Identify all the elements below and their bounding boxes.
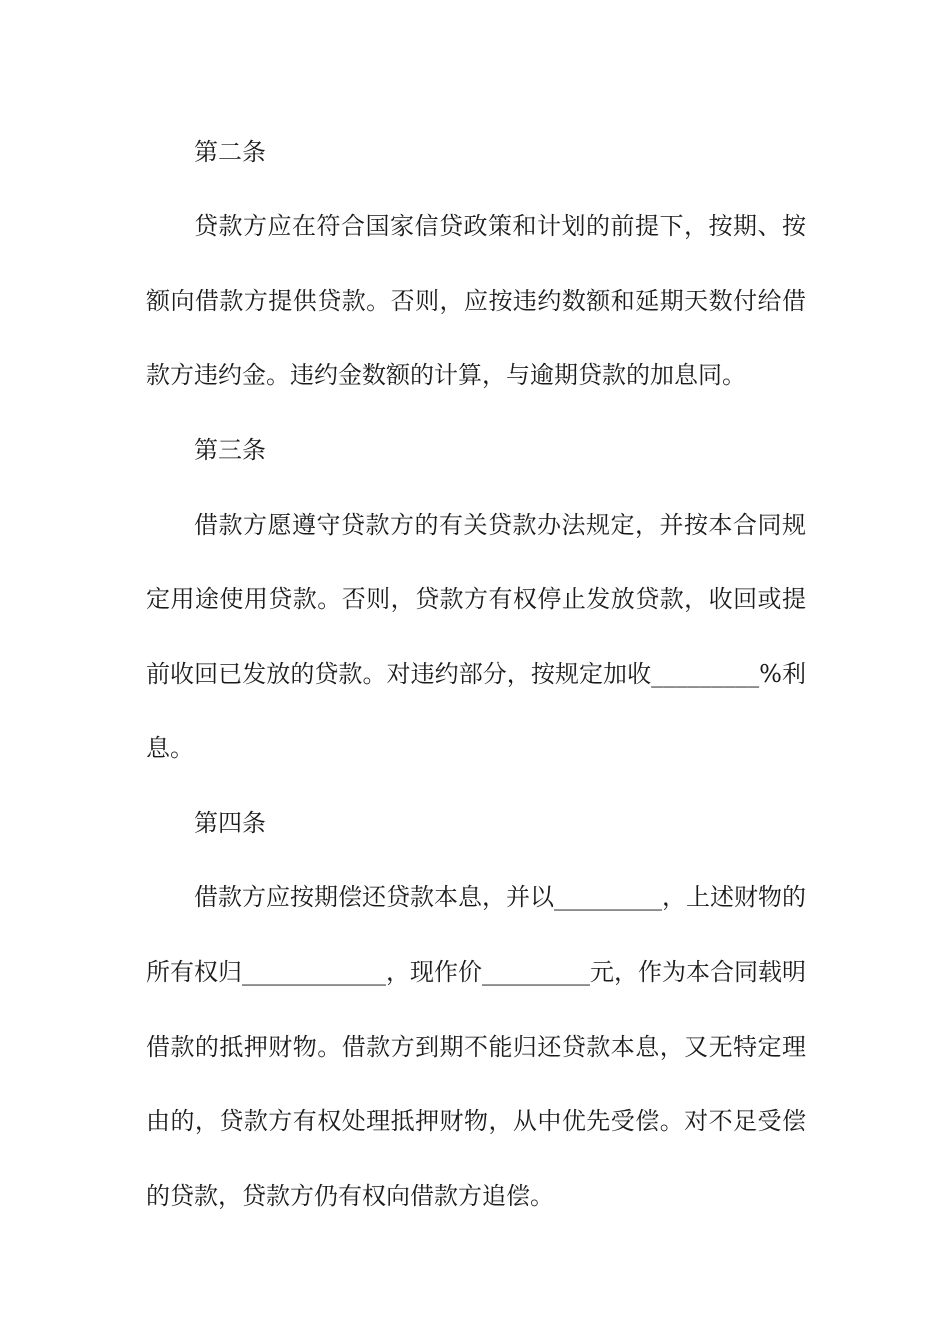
- article-4-line-1: 借款方应按期偿还贷款本息，并以_________，上述财物的: [194, 883, 806, 911]
- article-3-line-4: 息。: [146, 734, 194, 762]
- article-4-line-5: 的贷款，贷款方仍有权向借款方追偿。: [146, 1182, 554, 1210]
- article-4-line-3: 借款的抵押财物。借款方到期不能归还贷款本息，又无特定理: [146, 1033, 806, 1061]
- article-3-heading: 第三条: [194, 436, 266, 464]
- article-3-line-2: 定用途使用贷款。否则，贷款方有权停止发放贷款，收回或提: [146, 585, 806, 613]
- article-4-line-4: 由的，贷款方有权处理抵押财物，从中优先受偿。对不足受偿: [146, 1107, 806, 1135]
- article-2-line-2: 额向借款方提供贷款。否则，应按违约数额和延期天数付给借: [146, 287, 806, 315]
- article-4-heading: 第四条: [194, 809, 266, 837]
- article-2-heading: 第二条: [194, 138, 266, 166]
- article-2-line-3: 款方违约金。违约金数额的计算，与逾期贷款的加息同。: [146, 361, 746, 389]
- article-4-line-2: 所有权归____________，现作价_________元，作为本合同载明: [146, 958, 806, 986]
- article-3-line-1: 借款方愿遵守贷款方的有关贷款办法规定，并按本合同规: [194, 511, 806, 539]
- article-2-line-1: 贷款方应在符合国家信贷政策和计划的前提下，按期、按: [194, 212, 806, 240]
- article-3-line-3: 前收回已发放的贷款。对违约部分，按规定加收_________%利: [146, 660, 806, 688]
